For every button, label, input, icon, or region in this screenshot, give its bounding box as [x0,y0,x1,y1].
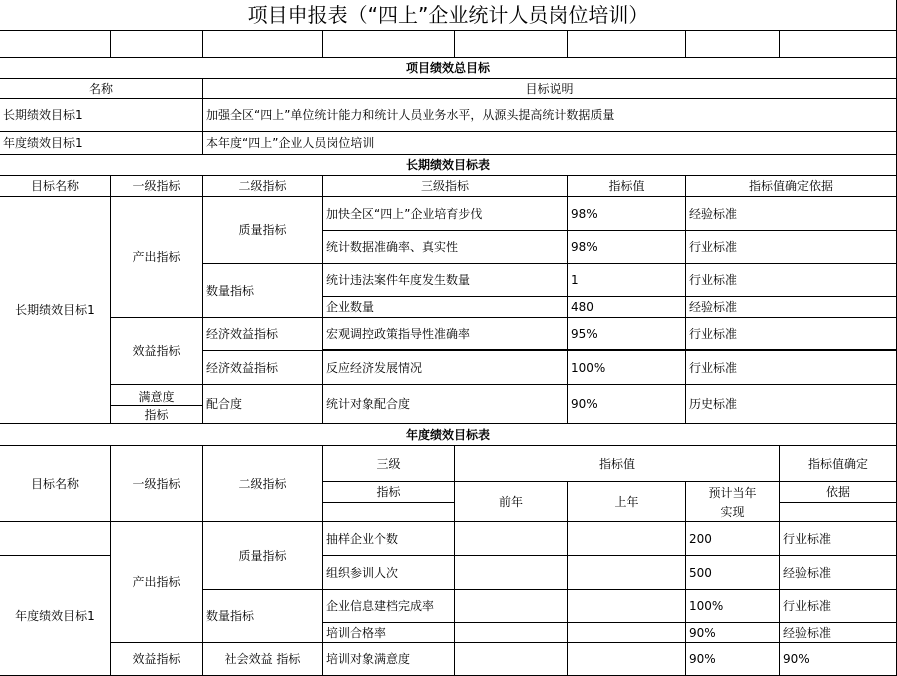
longterm-level1: 满意度 [111,385,203,406]
longterm-l3: 统计违法案件年度发生数量 [323,264,568,297]
annual-basis: 行业标准 [780,590,897,623]
annual-header-level3: 三级 [323,446,455,482]
longterm-header: 指标值 [568,176,686,197]
annual-header-expected: 预计当年 [686,482,780,503]
longterm-l3: 宏观调控政策指导性准确率 [323,318,568,351]
annual-header-last: 上年 [568,482,686,522]
annual-last [568,556,686,590]
longterm-header: 三级指标 [323,176,568,197]
overall-row-desc: 加强全区“四上”单位统计能力和统计人员业务水平，从源头提高统计数据质量 [203,99,897,132]
annual-l3: 培训合格率 [323,623,455,643]
longterm-header: 指标值确定依据 [686,176,897,197]
annual-blank-goal [0,522,111,556]
longterm-basis: 经验标准 [686,297,897,318]
longterm-value: 100% [568,351,686,385]
annual-basis: 行业标准 [780,522,897,556]
longterm-basis: 行业标准 [686,318,897,351]
longterm-header: 一级指标 [111,176,203,197]
annual-basis: 90% [780,643,897,676]
annual-prev [455,643,568,676]
longterm-basis: 历史标准 [686,385,897,424]
annual-header-blank [323,503,455,522]
annual-prev [455,623,568,643]
overall-col-desc: 目标说明 [203,79,897,99]
annual-level1: 产出指标 [111,522,203,643]
longterm-level2: 配合度 [203,385,323,424]
longterm-level2: 经济效益指标 [203,351,323,385]
annual-last [568,623,686,643]
annual-last [568,643,686,676]
annual-expected: 100% [686,590,780,623]
annual-l3: 企业信息建档完成率 [323,590,455,623]
annual-prev [455,522,568,556]
annual-basis: 经验标准 [780,623,897,643]
longterm-l3: 反应经济发展情况 [323,351,568,385]
annual-level2: 质量指标 [203,522,323,590]
overall-heading: 项目绩效总目标 [0,58,897,79]
annual-level2: 数量指标 [203,590,323,643]
longterm-basis: 行业标准 [686,264,897,297]
annual-prev [455,556,568,590]
annual-last [568,590,686,623]
blank-cell[interactable] [323,31,455,58]
annual-header-basis-sub: 依据 [780,482,897,503]
longterm-level1: 产出指标 [111,197,203,318]
overall-row-name: 年度绩效目标1 [0,132,203,155]
longterm-heading: 长期绩效目标表 [0,155,897,176]
longterm-level2: 数量指标 [203,264,323,318]
longterm-l3: 企业数量 [323,297,568,318]
longterm-value: 98% [568,197,686,231]
annual-expected: 200 [686,522,780,556]
blank-cell[interactable] [111,31,203,58]
longterm-level2: 经济效益指标 [203,318,323,351]
annual-header-level2: 二级指标 [203,446,323,522]
overall-row-desc: 本年度“四上”企业人员岗位培训 [203,132,897,155]
annual-expected: 90% [686,643,780,676]
longterm-header: 二级指标 [203,176,323,197]
annual-header-level1: 一级指标 [111,446,203,522]
blank-cell[interactable] [568,31,686,58]
annual-l3: 组织参训人次 [323,556,455,590]
blank-cell[interactable] [203,31,323,58]
annual-header-goal: 目标名称 [0,446,111,522]
annual-goal-name: 年度绩效目标1 [0,556,111,676]
longterm-value: 1 [568,264,686,297]
longterm-value: 90% [568,385,686,424]
longterm-l3: 统计对象配合度 [323,385,568,424]
annual-header-basis: 指标值确定 [780,446,897,482]
annual-header-value: 指标值 [455,446,780,482]
annual-level1: 效益指标 [111,643,203,676]
annual-heading: 年度绩效目标表 [0,424,897,446]
annual-header-level3-sub: 指标 [323,482,455,503]
page-title: 项目申报表（“四上”企业统计人员岗位培训） [0,0,897,31]
longterm-value: 95% [568,318,686,351]
blank-cell[interactable] [780,31,897,58]
blank-cell[interactable] [455,31,568,58]
longterm-goal-name: 长期绩效目标1 [0,197,111,424]
annual-basis: 经验标准 [780,556,897,590]
overall-col-name: 名称 [0,79,203,99]
annual-level2: 社会效益 指标 [203,643,323,676]
annual-expected: 500 [686,556,780,590]
overall-row-name: 长期绩效目标1 [0,99,203,132]
longterm-basis: 行业标准 [686,351,897,385]
longterm-level2: 质量指标 [203,197,323,264]
blank-cell[interactable] [0,31,111,58]
longterm-l3: 统计数据准确率、真实性 [323,231,568,264]
blank-cell[interactable] [686,31,780,58]
annual-expected: 90% [686,623,780,643]
annual-last [568,522,686,556]
longterm-level1: 效益指标 [111,318,203,385]
annual-header-expected-sub: 实现 [686,503,780,522]
longterm-header: 目标名称 [0,176,111,197]
longterm-value: 480 [568,297,686,318]
longterm-l3: 加快全区“四上”企业培育步伐 [323,197,568,231]
annual-header-blank [780,503,897,522]
annual-l3: 抽样企业个数 [323,522,455,556]
annual-prev [455,590,568,623]
longterm-level1: 指标 [111,406,203,424]
longterm-value: 98% [568,231,686,264]
annual-header-prev: 前年 [455,482,568,522]
longterm-basis: 行业标准 [686,231,897,264]
longterm-basis: 经验标准 [686,197,897,231]
annual-l3: 培训对象满意度 [323,643,455,676]
